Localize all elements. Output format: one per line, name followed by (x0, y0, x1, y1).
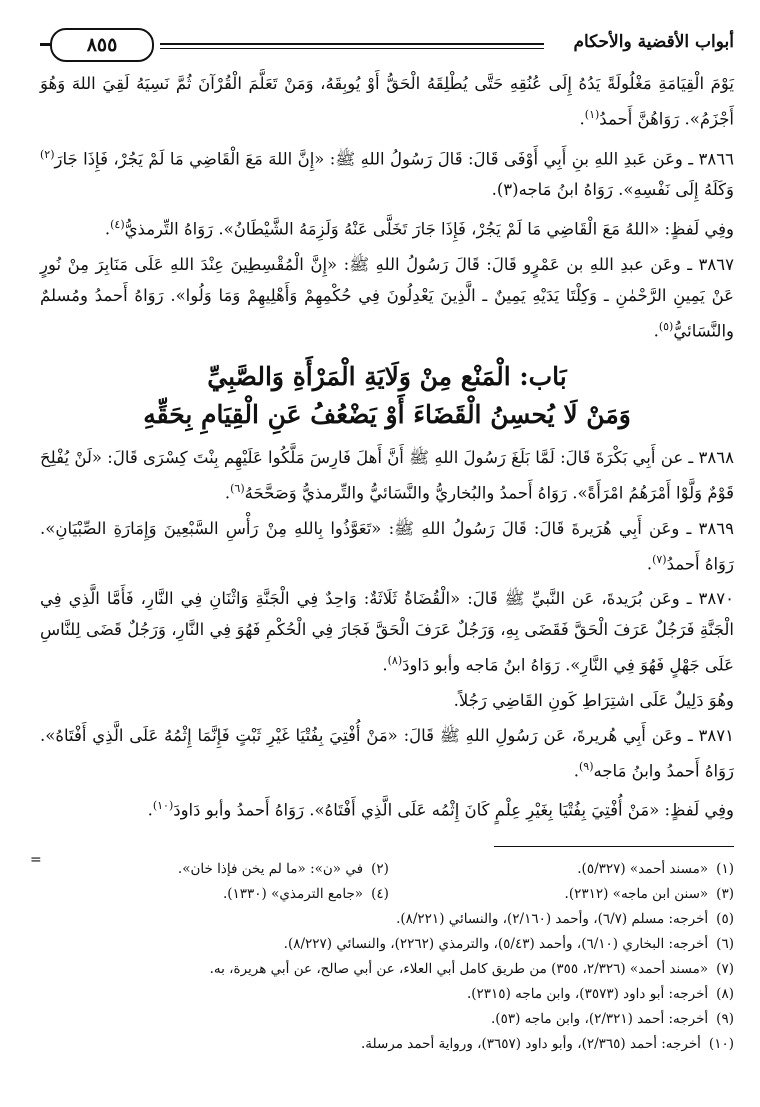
footnote-row (40, 882, 734, 907)
hadith-3868: ٣٨٦٨ ـ عن أَبِي بَكْرَةَ قَالَ: لَمَّا بَلَغَ رَسُولَ اللهِ ﷺ أَنَّ أَهلَ فَارِسَ مَلَّكُوا عَلَيْهِم بِنْتَ كِسْرَى قَالَ: «لَنْ يُفْلِحَ قَوْمٌ وَلَّوْا أَمْرَهُمُ امْرَأَةً». رَوَاهُ أَحمدُ والبُخاريُّ والنَّسَائيُّ والتِّرمذيُّ وَصَحَّحَهُ$^{(٦)}$. (40, 448, 734, 503)
running-title: أبواب الأقضية والأحكام (573, 32, 734, 52)
footnote-9: (٩) أخرجه: أحمد (٢/٣٢١)، وابن ماجه (٥٣). (491, 1010, 734, 1027)
main-text (40, 68, 734, 826)
footnote-8: (٨) أخرجه: أبو داود (٣٥٧٣)، وابن ماجه (٢٣١٥). (466, 985, 734, 1002)
footnote-ref: (١) (584, 108, 600, 121)
footnote-ref: (٦) (230, 482, 245, 495)
page-header (40, 28, 734, 68)
page-number: ٨٥٥ (50, 28, 154, 62)
chapter-heading-line1: بَاب: الْمَنْع مِنْ وَلَايَةِ الْمَرْأَةِ وَالصَّبِيِّ (207, 362, 567, 391)
footnote-6: (٦) أخرجه: البخاري (٦/١٠)، وأحمد (٥/٤٣)، والترمذي (٢٢٦٢)، والنسائي (٨/٢٢٧). (283, 935, 734, 952)
margin-mark: = (30, 852, 42, 868)
chapter-heading-line2: وَمَنْ لَا يُحسِنُ الْقَضَاءَ أَوْ يَضْعُفُ عَنِ الْقِيَامِ بِحَقِّهِ (143, 400, 631, 429)
footnote-3: (٣) «سنن ابن ماجه» (٢٣١٢). (564, 885, 734, 902)
footnote-10: (١٠) أخرجه: أحمد (٢/٣٦٥)، وأبو داود (٣٦٥٧)، ورواية أحمد مرسلة. (360, 1035, 734, 1052)
footnote-ref: (٨) (387, 654, 403, 667)
hadith-3869: ٣٨٦٩ ـ وعَن أَبِي هُرَيرةَ قَالَ: قَالَ رَسُولُ اللهِ ﷺ: «تَعَوَّذُوا بِاللهِ مِنْ رَأْسِ السَّبْعِينَ وَإِمَارَةِ الصِّبْيَانِ». رَوَاهُ أَحمدُ$^{(٧)}$. (40, 518, 734, 573)
footnotes (40, 857, 734, 1057)
paragraph: يَوْمَ الْقِيَامَةِ مَغْلُولَةً يَدُهُ إِلَى عُنُقِهِ حَتَّى يُطْلِقَهُ الْحَقُّ أَوْ يُوبِقَهُ، وَمَنْ تَعَلَّمَ الْقُرْآنَ ثُمَّ نَسِيَهُ لَقِيَ اللهَ وَهُوَ أَجْزَمُ». رَوَاهُنَّ أَحمدُ$^{(١)}$. (40, 74, 734, 129)
chapter-heading (40, 358, 734, 434)
footnote-4: (٤) «جامع الترمذي» (١٣٣٠). (222, 885, 389, 902)
footnote-separator (494, 846, 734, 847)
paragraph: وفِي لَفظٍ: «مَنْ أُفْتِيَ بِفُتْيَا بِغَيْرِ عِلْمٍ كَانَ إِثْمُه عَلَى الَّذِي أَفْتَاهُ». رَوَاهُ أَحمدُ وأبو دَاودَ$^{(١٠)}$. (147, 799, 734, 820)
header-rule (160, 43, 544, 49)
hadith-3871: ٣٨٧١ ـ وعَن أَبِي هُريرةَ، عَن رَسُولِ اللهِ ﷺ قَالَ: «مَنْ أُفْتِيَ بِفُتْيَا غَيْرِ ثَبْتٍ فَإِنَّمَا إِثْمُهُ عَلَى الَّذِي أَفْتَاهُ». رَوَاهُ أَحمدُ وابنُ مَاجه$^{(٩)}$. (40, 725, 734, 780)
commentary: وهُوَ دَلِيلٌ عَلَى اشتِرَاطِ كَونِ القَاضِي رَجُلاً. (453, 690, 734, 710)
footnote-2: (٢) في «ن»: «ما لم يخن فإذا خان». (177, 860, 389, 877)
footnote-ref: (٥) (658, 319, 674, 333)
hadith-3866: ٣٨٦٦ ـ وعَن عَبدِ اللهِ بنِ أَبِي أَوْفَى قَالَ: قَالَ رَسُولُ اللهِ ﷺ: «إِنَّ اللهَ مَعَ الْقَاضِي مَا لَمْ يَجُرْ، فَإِذَا جَارَ$^{(٢)}$ وَكَلَهُ إِلَى نَفْسِهِ». رَوَاهُ ابنُ مَاجه(٣). (40, 147, 734, 199)
footnote-7: (٧) «مسند أحمد» (٢/٣٢٦، ٣٥٥) من طريق كامل أبي العلاء، عن أبي صالح، عن أبي هريرة، به. (209, 960, 734, 977)
footnote-ref: (١٠) (152, 799, 174, 812)
footnote-ref: (٤) (110, 218, 125, 231)
hadith-3870: ٣٨٧٠ ـ وعَن بُرَيدةَ، عَن النَّبيِّ ﷺ قَالَ: «الْقُضَاةُ ثَلَاثَةٌ: وَاحِدٌ فِي الْجَنَّةِ وَاثْنَانِ فِي النَّارِ، فَأَمَّا الَّذِي فِي الْجَنَّةِ فَرَجُلٌ عَرَفَ الْحَقَّ فَقَضَى بِهِ، وَرَجُلٌ عَرَفَ الْحَقَّ فَجَارَ فِي الْحُكْمِ فَهُوَ فِي النَّارِ، وَرَجُلٌ قَضَى لِلنَّاسِ عَلَى جَهْلٍ فَهُوَ فِي النَّارِ». رَوَاهُ ابنُ مَاجه وأبو دَاودَ$^{(٨)}$. (40, 589, 734, 675)
footnote-row (40, 857, 734, 882)
footnote-5: (٥) أخرجه: مسلم (٦/٧)، وأحمد (٢/١٦٠)، والنسائي (٨/٢٢١). (396, 910, 734, 927)
footnote-ref: (٩) (578, 759, 594, 773)
footnote-1: (١) «مسند أحمد» (٥/٣٢٧). (577, 860, 734, 877)
footnote-ref: (٧) (652, 552, 667, 566)
footnote-ref: (٢) (40, 147, 55, 161)
paragraph: وفِي لَفظٍ: «اللهُ مَعَ الْقَاضِي مَا لَمْ يَجُرْ، فَإِذَا جَارَ تَخَلَّى عَنْهُ وَلَزِمَهُ الشَّيْطَانُ». رَوَاهُ التِّرمذيُّ$^{(٤)}$. (104, 218, 734, 239)
hadith-3867: ٣٨٦٧ ـ وعَن عبدِ اللهِ بن عَمْرٍو قَالَ: قَالَ رَسُولُ اللهِ ﷺ: «إِنَّ الْمُقْسِطِينَ عِنْدَ اللهِ عَلَى مَنَابِرَ مِنْ نُورٍ عَنْ يَمِينِ الرَّحْمٰنِ ـ وَكِلْتَا يَدَيْهِ يَمِينٌ ـ الَّذِينَ يَعْدِلُونَ فِي حُكْمِهِمْ وَأَهْلِيهِمْ وَمَا وَلُوا». رَوَاهُ أَحمدُ ومُسلمٌ والنَّسَائيُّ$^{(٥)}$. (40, 254, 734, 340)
